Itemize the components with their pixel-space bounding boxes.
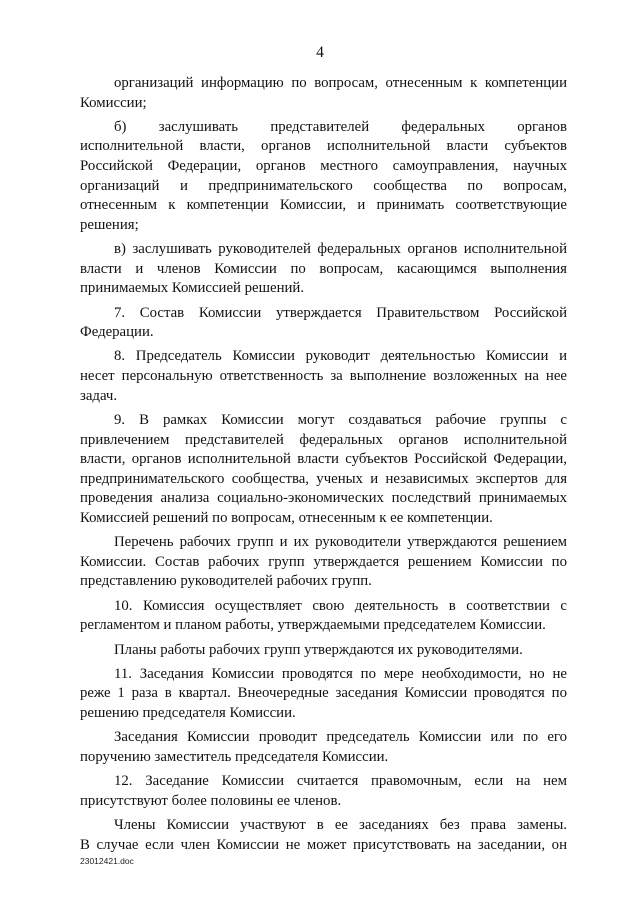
text-line: Российской Федерации, органов местного самоуправления, научных: [80, 158, 567, 175]
text-line: Члены Комиссии участвуют в ее заседаниях без права замены.: [114, 817, 567, 834]
text-line: Комиссии. Состав рабочих групп утверждается решением Комиссии по: [80, 553, 567, 570]
text-line: Федерации.: [80, 324, 154, 341]
paragraph: [80, 74, 567, 113]
text-line: поручению заместитель председателя Комиссии.: [80, 748, 389, 765]
text-line: 9. В рамках Комиссии могут создаваться рабочие группы с: [114, 411, 567, 428]
paragraph: [80, 347, 567, 406]
paragraph: [80, 118, 567, 236]
text-line: регламентом и планом работы, утверждаемыми председателем Комиссии.: [80, 617, 546, 634]
text-line: 8. Председатель Комиссии руководит деятельностью Комиссии и: [114, 348, 567, 365]
text-line: Перечень рабочих групп и их руководители утверждаются решением: [114, 534, 567, 551]
text-line: несет персональную ответственность за выполнение возложенных на нее: [80, 368, 567, 385]
text-line: Планы работы рабочих групп утверждаются их руководителями.: [114, 641, 523, 658]
paragraph: [80, 533, 567, 592]
paragraph: [80, 728, 567, 767]
text-line: в) заслушивать руководителей федеральных органов исполнительной: [114, 241, 567, 258]
text-line: организаций информацию по вопросам, отнесенным к компетенции: [114, 75, 567, 91]
document-body: [80, 74, 567, 860]
text-line: власти и членов Комиссии по вопросам, касающимся выполнения: [80, 260, 567, 277]
text-line: решения;: [80, 216, 139, 233]
text-line: Заседания Комиссии проводит председатель Комиссии или по его: [114, 729, 567, 746]
text-line: привлечением представителей федеральных органов исполнительной: [80, 431, 567, 448]
text-line: 7. Состав Комиссии утверждается Правительством Российской: [114, 304, 567, 321]
paragraph: [80, 641, 567, 661]
text-line: б) заслушивать представителей федеральных органов: [114, 118, 567, 135]
paragraph: [80, 597, 567, 636]
text-line: представлению руководителей рабочих групп.: [80, 573, 372, 590]
text-line: Комиссии;: [80, 94, 147, 111]
text-line: принимаемых Комиссией решений.: [80, 280, 305, 297]
text-line: исполнительной власти, органов исполнительной власти субъектов: [80, 138, 567, 155]
paragraph: [80, 772, 567, 811]
paragraph: [80, 816, 567, 855]
text-line: реже 1 раза в квартал. Внеочередные заседания Комиссии проводятся по: [80, 685, 567, 702]
text-line: Комиссией решений по вопросам, отнесенным к ее компетенции.: [80, 509, 493, 526]
paragraph: [80, 240, 567, 299]
text-line: задач.: [80, 387, 118, 404]
file-name-footer: 23012421.doc: [80, 856, 134, 866]
text-line: 10. Комиссия осуществляет свою деятельность в соответствии с: [114, 597, 567, 614]
text-line: присутствуют более половины ее членов.: [80, 792, 342, 809]
text-line: 12. Заседание Комиссии считается правомочным, если на нем: [114, 773, 567, 790]
text-line: проведения анализа социально-экономических последствий принимаемых: [80, 490, 567, 507]
paragraph: [80, 304, 567, 343]
text-line: власти, органов исполнительной власти субъектов Российской Федерации,: [80, 451, 567, 468]
text-line: решению председателя Комиссии.: [80, 705, 296, 721]
paragraph: [80, 411, 567, 529]
text-line: 11. Заседания Комиссии проводятся по мере необходимости, но не: [114, 665, 567, 682]
text-line: предпринимательского сообщества, ученых и независимых экспертов для: [80, 470, 567, 487]
text-line: В случае если член Комиссии не может присутствовать на заседании, он: [80, 836, 567, 853]
page-number: 4: [316, 44, 324, 61]
text-line: отнесенным к компетенции Комиссии, и принимать соответствующие: [80, 197, 567, 214]
text-line: организаций и предпринимательского сообщества по вопросам,: [80, 177, 567, 194]
paragraph: [80, 665, 567, 724]
